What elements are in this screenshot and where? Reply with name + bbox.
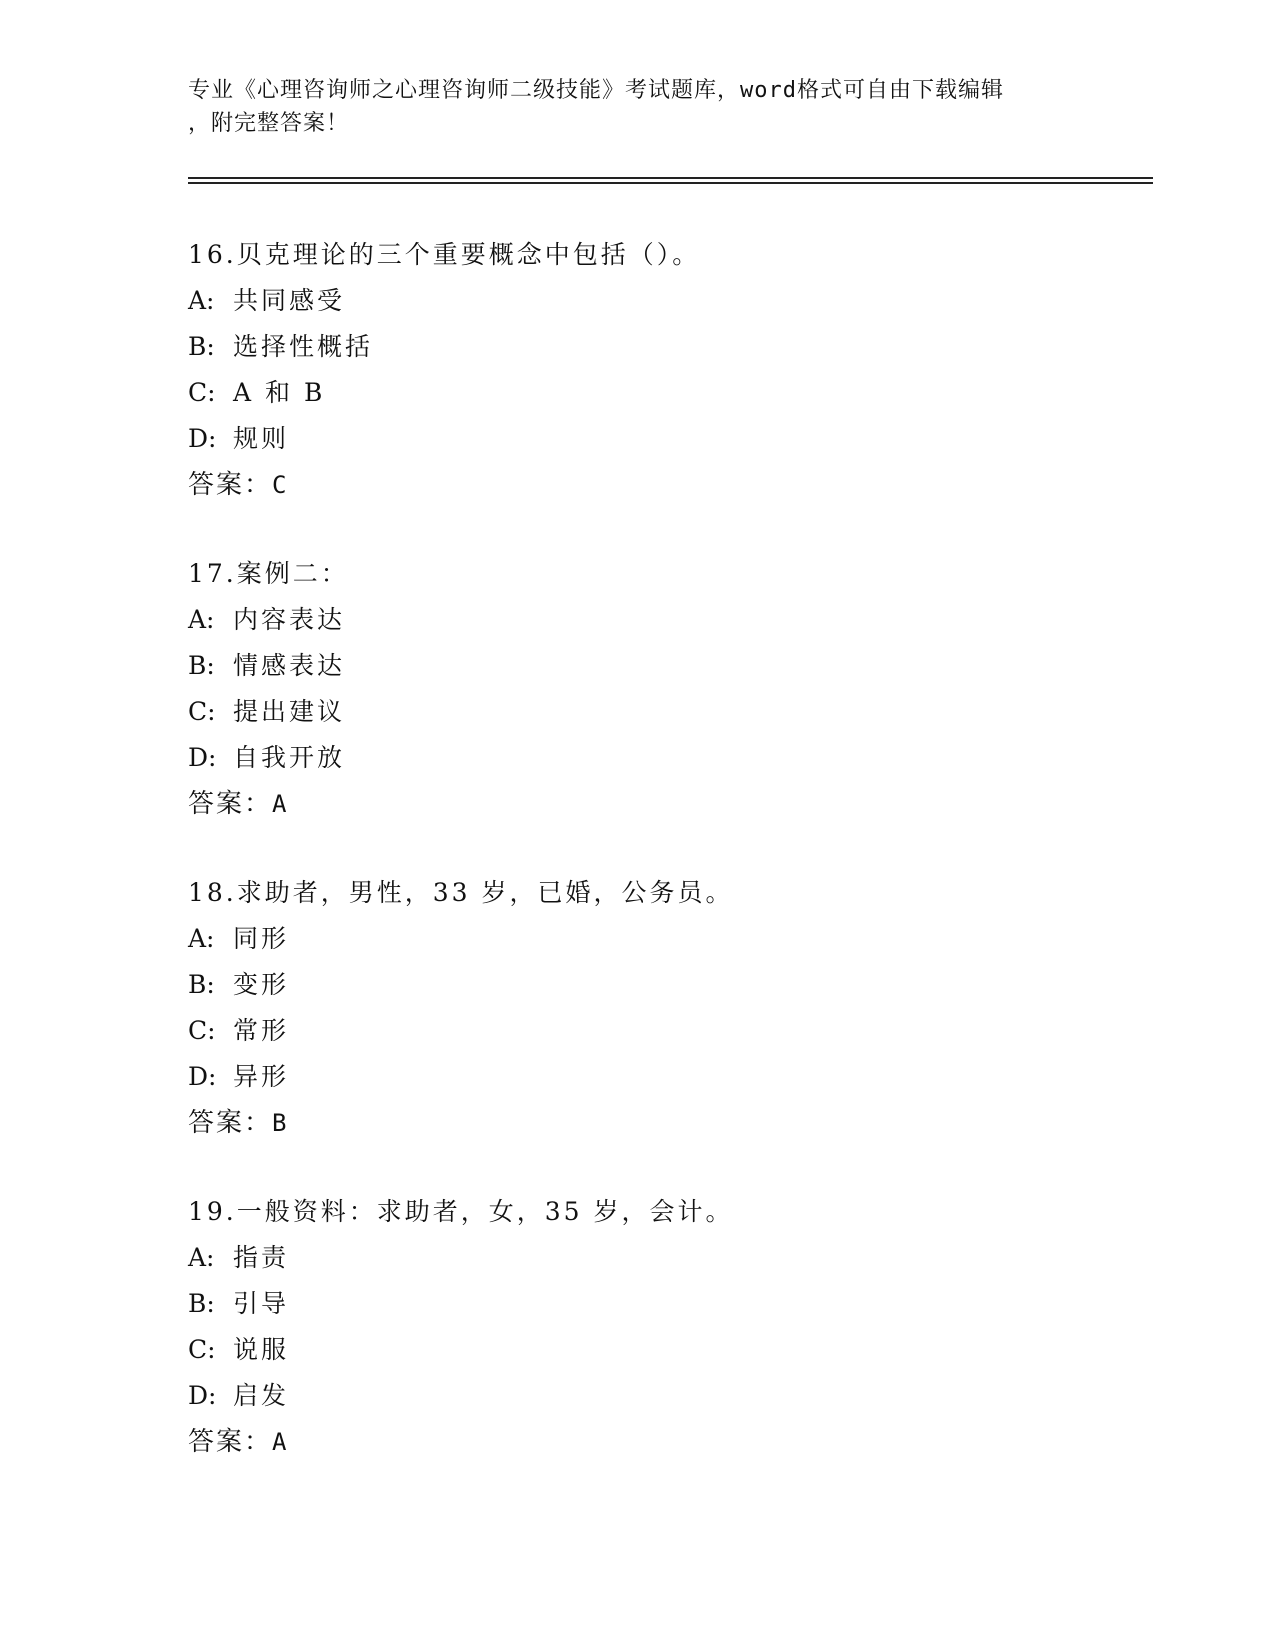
answer-value: A (272, 1428, 289, 1456)
option-d (188, 1373, 1153, 1419)
option-b (188, 643, 1153, 689)
option-letter: B: (188, 1289, 215, 1318)
option-a (188, 597, 1153, 643)
option-a (188, 916, 1153, 962)
option-text: 指责 (233, 1243, 290, 1272)
answer-label: 答案： (188, 1108, 273, 1138)
document-header (188, 74, 1078, 140)
answer-value: A (272, 790, 289, 818)
header-line-1-word: word (740, 78, 797, 103)
answer-label: 答案： (188, 789, 273, 819)
option-text: 提出建议 (233, 697, 346, 726)
answer-value: C (272, 471, 289, 499)
option-letter: D: (188, 1381, 217, 1410)
option-letter: D: (188, 743, 217, 772)
option-text: 情感表达 (233, 651, 346, 680)
answer-line (188, 1419, 1153, 1465)
answer-line (188, 1100, 1153, 1146)
option-a (188, 278, 1153, 324)
option-letter: A: (188, 1243, 215, 1272)
option-text: 自我开放 (233, 743, 346, 772)
answer-label: 答案： (188, 470, 273, 500)
header-line-1-post: 格式可自由下载编辑 (797, 78, 1005, 103)
question-stem: 18.求助者，男性，33 岁，已婚，公务员。 (188, 878, 734, 907)
header-divider-bottom (188, 182, 1153, 184)
header-line-2: ，附完整答案！ (188, 111, 350, 136)
answer-line (188, 781, 1153, 827)
option-letter: B: (188, 332, 215, 361)
option-c (188, 689, 1153, 735)
option-c (188, 1008, 1153, 1054)
option-letter: D: (188, 424, 217, 453)
header-line-1 (188, 74, 1078, 107)
answer-value: B (272, 1109, 289, 1137)
question-stem: 19.一般资料：求助者，女，35 岁，会计。 (188, 1197, 734, 1226)
option-text: A 和 B (233, 378, 326, 407)
option-letter: C: (188, 378, 216, 407)
answer-line (188, 462, 1153, 508)
option-text: 共同感受 (233, 286, 346, 315)
option-letter: D: (188, 1062, 217, 1091)
option-letter: C: (188, 1016, 216, 1045)
option-text: 选择性概括 (233, 332, 374, 361)
option-text: 内容表达 (233, 605, 346, 634)
option-letter: B: (188, 651, 215, 680)
question-17 (188, 551, 1153, 827)
option-letter: A: (188, 286, 215, 315)
option-b (188, 1281, 1153, 1327)
option-text: 异形 (233, 1062, 290, 1091)
option-letter: C: (188, 697, 216, 726)
option-text: 常形 (233, 1016, 290, 1045)
option-text: 规则 (233, 424, 290, 453)
question-18 (188, 870, 1153, 1146)
option-text: 引导 (233, 1289, 290, 1318)
option-letter: A: (188, 605, 215, 634)
header-line-1-pre: 专业《心理咨询师之心理咨询师二级技能》考试题库， (188, 78, 741, 103)
option-d (188, 1054, 1153, 1100)
option-b (188, 324, 1153, 370)
option-letter: B: (188, 970, 215, 999)
option-a (188, 1235, 1153, 1281)
option-c (188, 370, 1153, 416)
option-text: 同形 (233, 924, 290, 953)
option-d (188, 735, 1153, 781)
option-letter: A: (188, 924, 215, 953)
question-16 (188, 232, 1153, 508)
question-19 (188, 1189, 1153, 1465)
question-stem: 16.贝克理论的三个重要概念中包括（）。 (188, 240, 701, 269)
option-text: 启发 (233, 1381, 290, 1410)
question-stem: 17.案例二： (188, 559, 349, 588)
option-text: 变形 (233, 970, 290, 999)
header-divider-top (188, 177, 1153, 179)
option-letter: C: (188, 1335, 216, 1364)
option-c (188, 1327, 1153, 1373)
option-b (188, 962, 1153, 1008)
answer-label: 答案： (188, 1427, 273, 1457)
option-text: 说服 (233, 1335, 290, 1364)
option-d (188, 416, 1153, 462)
